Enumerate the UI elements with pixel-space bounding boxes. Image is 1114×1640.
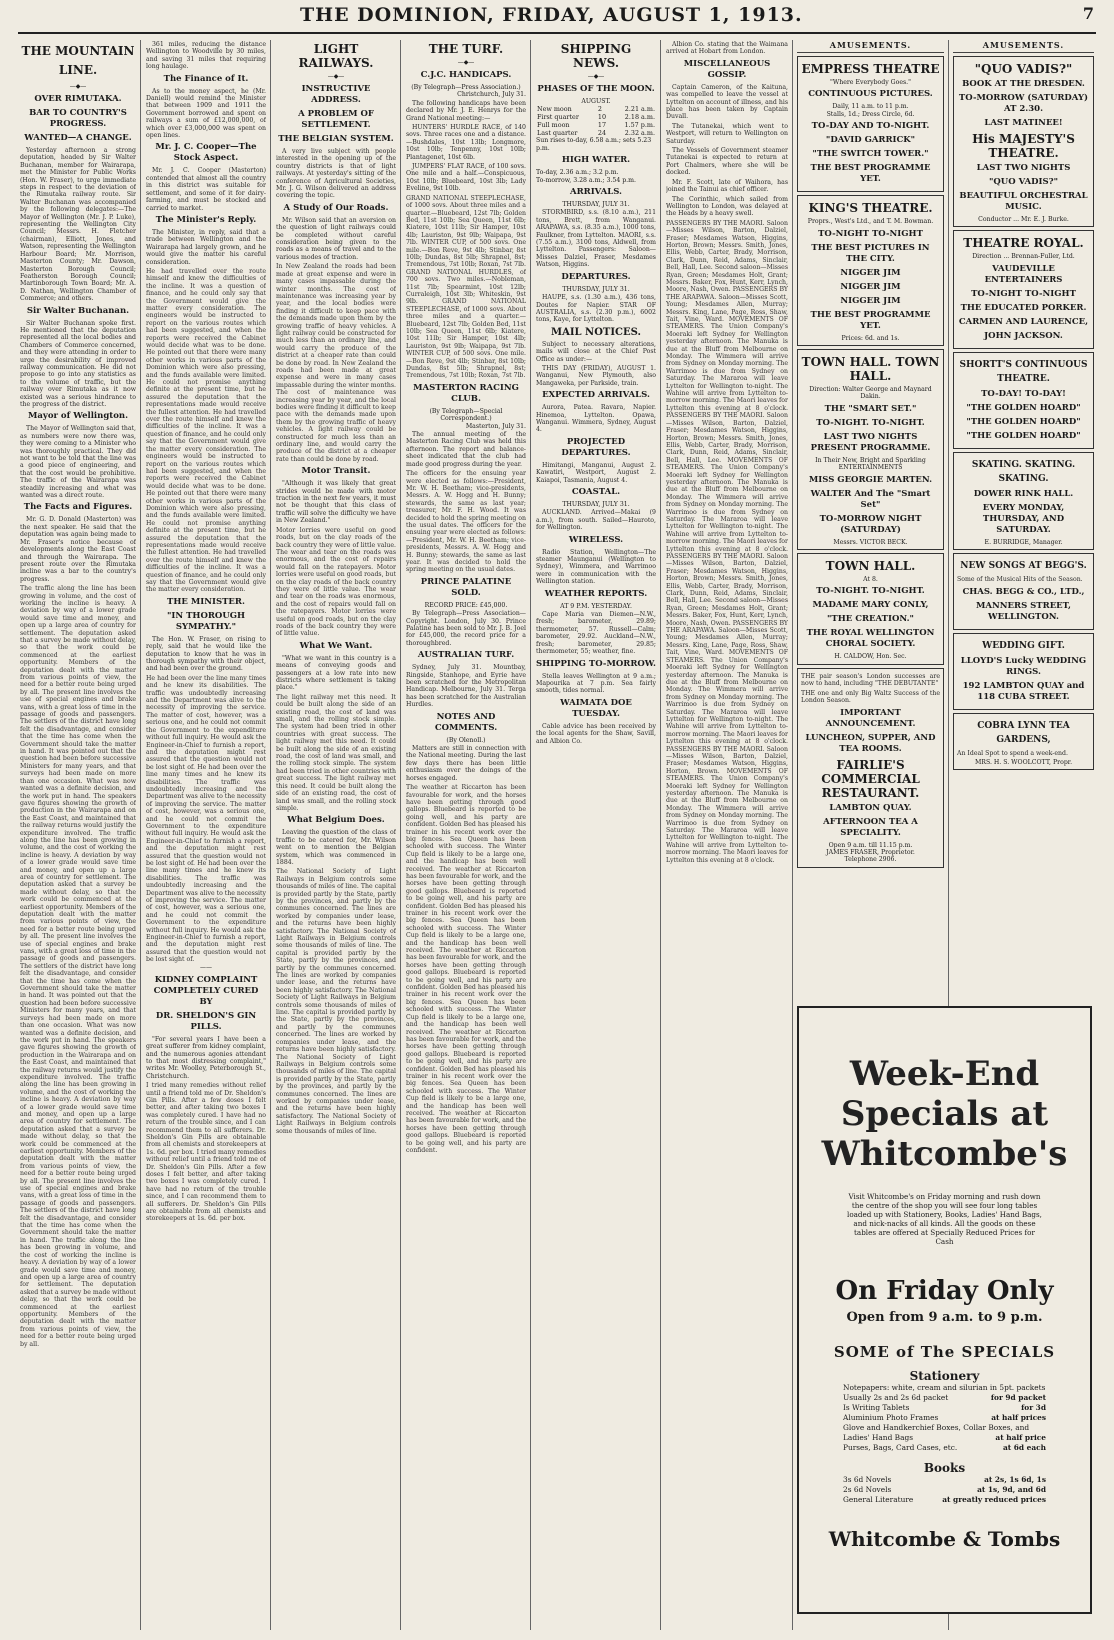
cell: New moon <box>537 105 572 114</box>
ad-line: An Ideal Spot to spend a week-end. <box>957 749 1068 757</box>
list-item <box>843 1433 1046 1443</box>
paragraph: Captain Cameron, of the Kaituna, was compelled to leave the vessel at Lyttelton on account of illness, and his place has been taken by Captain Duvall. <box>666 83 788 121</box>
ad-line: Stalls, 1d.; Dress Circle, 6d. <box>826 110 915 118</box>
ad-line: JOHN JACKSON. <box>984 330 1063 341</box>
paragraph: Sydney, July 31. Mountbay, Ringside, Stanhope, and Eyrie have been scratched for the Metropolitan Handicap. Melbourne, July 31. Terga has been scratched for the Australian Hurdles. <box>406 664 526 709</box>
ad-intro: Visit Whitcombe's on Friday morning and rush down the centre of the shop you will see four long tables loaded up with Stationery, Books, Ladies' Hand Bags, and nick-nacks of all kinds. All the goods on these tables are offered at Specially Reduced Prices for Cash <box>847 1192 1042 1246</box>
ad-line: TO-MORROW (SATURDAY) AT 2.30. <box>958 93 1089 114</box>
ad-line: LAST TWO NIGHTS <box>976 163 1071 173</box>
ad-line: Daily, 11 a.m. to 11 p.m. <box>832 103 909 111</box>
column-rule <box>270 40 271 1630</box>
ad-title: SKATING. SKATING. SKATING. <box>971 459 1076 484</box>
subheading: HIGH WATER. <box>561 155 631 166</box>
table-row <box>536 121 656 129</box>
subheading: SHIPPING TO-MORROW. <box>536 658 656 669</box>
subheading: C.J.C. HANDICAPS. <box>420 70 512 80</box>
ad-line: LAST MATINEE! <box>984 118 1063 128</box>
paragraph: Mr. G. D. Donald (Masterton) was the next speaker. He said that the deputation was again being made to Mr. Fraser's notice because of developments along the East Coast and through the Wairarapa. The present route over the Rimutaka incline was a bar to the country's progress. <box>20 516 136 583</box>
subheading: PHASES OF THE MOON. <box>537 84 655 94</box>
ad-line: THE pair season's London successes are now to hand, including "THE DEBUTANTE" <box>801 672 940 688</box>
byline: (By Olenoll.) <box>446 736 486 744</box>
paragraph: Subject to necessary alterations, mails will close at the Chief Post Office as under:— <box>536 340 656 363</box>
ad-line: "QUO VADIS?" <box>988 177 1059 187</box>
ad-line: BOOK AT THE DRESDEN. <box>962 79 1085 89</box>
body-text-filler: Motor lorries were useful on good roads, but on the clay roads of the back country they were of little value. The wear and tear on the roads was enormous, and the cost of repairs would fall on the ratepayers. Motor lorries were useful on good roads, but on the clay roads of the back country they were of little value. The wear and tear on the roads was enormous, and the cost of repairs would fall on the ratepayers. Motor lorries were useful on good roads, but on the clay roads of the back country they were of little value. <box>276 526 396 638</box>
paragraph: "For several years I have been a great sufferer from kidney complaint, and the numerous agonies attendant to that most distressing complaint," writes Mr. Woolley, Peterborough St., Christchurch. <box>146 1035 266 1080</box>
article-heading: LIGHT RAILWAYS. <box>298 42 374 70</box>
paragraph: 361 miles, reducing the distance Wellington to Woodville by 30 miles, and saving 31 miles that requiring long haulage. <box>146 41 266 71</box>
paragraph: Albion Co. stating that the Waimana arrived at Hobart from London. <box>666 41 788 56</box>
cell: 10 <box>597 113 607 122</box>
item-name: Ladies' Hand Bags <box>843 1433 914 1442</box>
ad-line: 192 LAMBTON QUAY and 118 CUBA STREET. <box>962 680 1085 702</box>
body-text-filler: He had been over the line many times and he knew its disabilities. The traffic was undoubtedly increasing and the Department was alive to the necessity of improving the service. The matter of cost, however, was a serious one, and he could not commit the Government to the expenditure without full inquiry. He would ask the Engineer-in-Chief to furnish a report, and the deputation might rest assured that the question would not be lost sight of. He had been over the line many times and he knew its disabilities. The traffic was undoubtedly increasing and the Department was alive to the necessity of improving the service. The matter of cost, however, was a serious one, and he could not commit the Government to the expenditure without full inquiry. He would ask the Engineer-in-Chief to furnish a report, and the deputation might rest assured that the question would not be lost sight of. He had been over the line many times and he knew its disabilities. The traffic was undoubtedly increasing and the Department was alive to the necessity of improving the service. The matter of cost, however, was a serious one, and he could not commit the Government to the expenditure without full inquiry. He would ask the Engineer-in-Chief to furnish a report, and the deputation might rest assured that the question would not be lost sight of. <box>146 674 266 964</box>
ad-line: "THE GOLDEN HOARD" <box>966 430 1081 441</box>
paragraph: Mr. Wilson said that an aversion on the question of light railways could be completed without careful consideration being given to the roads as a means of travel and to the various modes of traction. <box>276 216 396 261</box>
section-heading: AMUSEMENTS. <box>797 40 944 53</box>
column-turf <box>406 40 526 1628</box>
byline: (By Telegraph—Special Correspondent.) <box>429 407 503 423</box>
article-heading: THE TURF. <box>428 42 504 56</box>
paragraph: The following handicaps have been declared by Mr. J. E. Henrys for the Grand National meeting:— <box>406 99 526 122</box>
paragraph: Cable advice has been received by the local agents for the Shaw, Savill, and Albion Co. <box>536 722 656 745</box>
column-amusements-1 <box>797 40 944 1000</box>
table-row <box>536 113 656 121</box>
ad-category: Stationery <box>909 1369 980 1383</box>
subheading: AUSTRALIAN TURF. <box>417 650 515 661</box>
item-name: Is Writing Tablets <box>843 1403 910 1412</box>
dateline: Christchurch, July 31. <box>457 91 526 99</box>
subheading: WEATHER REPORTS. <box>544 588 648 599</box>
advert-new-songs <box>953 553 1094 629</box>
body-text-filler: He had travelled over the route himself and knew the difficulties of the incline. It was a question of finance, and he could only say that the Government would give the matter every consideration. The engineers would be instructed to report on the various routes which had been suggested, and when the reports were received the Cabinet would decide what was to be done. He pointed out that there were many other works in various parts of the Dominion which were also pressing, and the funds available were limited. He could not promise anything definite at the present time, but he assured the deputation that the representations made would receive the fullest attention. He had travelled over the route himself and knew the difficulties of the incline. It was a question of finance, and he could only say that the Government would give the matter every consideration. The engineers would be instructed to report on the various routes which had been suggested, and when the reports were received the Cabinet would decide what was to be done. He pointed out that there were many other works in various parts of the Dominion which were also pressing, and the funds available were limited. He could not promise anything definite at the present time, but he assured the deputation that the representations made would receive the fullest attention. He had travelled over the route himself and knew the difficulties of the incline. It was a question of finance, and he could only say that the Government would give the matter every consideration. <box>146 267 266 594</box>
article-heading: SHIPPING NEWS. <box>560 42 632 70</box>
ad-title: "QUO VADIS?" <box>974 62 1073 76</box>
ad-line: LAMBTON QUAY. <box>829 802 912 813</box>
ad-line: CARMEN AND LAURENCE, <box>958 316 1089 327</box>
ad-line: CHAS. BEGG & CO., LTD., <box>962 586 1085 597</box>
ad-line: AFTERNOON TEA A SPECIALITY. <box>823 816 918 838</box>
paragraph: AUCKLAND. Arrived—Makai (9 a.m.), from south. Sailed—Hauroto, for Wellington. <box>536 509 656 532</box>
column-rule <box>140 40 141 1630</box>
ad-title: THEATRE ROYAL. <box>963 236 1084 251</box>
subheading: The Minister's Reply. <box>155 214 257 225</box>
advert-empress <box>797 56 944 192</box>
page-number: 7 <box>1082 4 1094 23</box>
item-price: at half price <box>995 1433 1046 1442</box>
item-price: at 6d each <box>1002 1443 1046 1452</box>
item-name: 3s 6d Novels <box>843 1475 892 1484</box>
date-label: THURSDAY, JULY 31. <box>562 501 630 508</box>
ad-line: IMPORTANT ANNOUNCEMENT. <box>825 707 916 729</box>
subheading: MAIL NOTICES. <box>551 326 641 338</box>
ad-title: TOWN HALL. <box>825 559 916 574</box>
paragraph: The annual meeting of the Masterton Racing Club was held this afternoon. The report and balance-sheet indicated that the club had made good progress during the year. <box>406 431 526 468</box>
ad-line: "THE SWITCH TOWER." <box>812 149 929 160</box>
subheading: INSTRUCTIVE ADDRESS. <box>301 84 371 105</box>
body-text-filler: The light railway met this need. It could be built along the side of an existing road, the cost of land was small, and the rolling stock simple. The system had been tried in other countries with great success. The light railway met this need. It could be built along the side of an existing road, the cost of land was small, and the rolling stock simple. The system had been tried in other countries with great success. The light railway met this need. It could be built along the side of an existing road, the cost of land was small, and the rolling stock simple. <box>276 693 396 812</box>
ad-line: TO-NIGHT TO-NIGHT <box>818 228 923 239</box>
list-item <box>843 1423 1046 1433</box>
books-list <box>799 1475 1090 1505</box>
stationery-list <box>799 1383 1090 1453</box>
list-item <box>843 1443 1046 1453</box>
list-item <box>843 1393 1046 1403</box>
divider: —◆— <box>69 83 87 90</box>
cell: 2.18 a.m. <box>624 113 655 122</box>
ad-title: His MAJESTY'S THEATRE. <box>972 132 1075 160</box>
ad-line: TO-MORROW NIGHT (SATURDAY) <box>819 513 922 535</box>
subheading: Mr. J. C. Cooper—The Stock Aspect. <box>155 142 257 164</box>
ad-line: TO-NIGHT TO-NIGHT <box>971 288 1076 299</box>
ad-line: THE one and only Big Waltz Success of the London Season. <box>801 689 940 705</box>
cell: 17 <box>597 121 607 130</box>
list-item <box>843 1475 1046 1485</box>
subheading: WIRELESS. <box>568 534 624 545</box>
column-rule <box>792 40 793 1630</box>
column-rule <box>530 40 531 1630</box>
ad-line: LAST TWO NIGHTS PRESENT PROGRAMME. <box>810 431 931 453</box>
paragraph: Matters are still in connection with the National meeting. During the last few days there has been little enthusiasm over the doings of the horses engaged. <box>406 745 526 782</box>
ad-line: MADAME MARY CONLY, <box>812 600 929 611</box>
column-mountain-line-cont <box>146 40 266 1628</box>
ad-line: THE BEST PROGRAMME YET. <box>810 163 931 185</box>
item-price: at greatly reduced prices <box>942 1495 1046 1504</box>
ad-line: JAMES FRASER, Proprietor. <box>826 848 915 856</box>
subheading: "IN THOROUGH SYMPATHY." <box>166 610 246 632</box>
advert-town-hall <box>797 349 944 550</box>
ad-line: E. BURRIDGE, Manager. <box>984 538 1063 546</box>
body-text-filler: GRAND NATIONAL STEEPLECHASE, of 1000 sovs. About three miles and a quarter.—Bluebeard, 12st 7lb; Golden Bed, 11st 10lb; Sea Queen, 11st 6lb; Kiatere, 10st 11lb; Sir Hamper, 10st 4lb; Lauriston, 9st 9lb; Waipapa, 9st 7lb. WINTER CUP, of 500 sovs. One mile.—Bon Reve, 9st 4lb; Stinbar, 8st 10lb; Dundas, 8st 5lb; Shrapnel, 8st; Tremendous, 7st 10lb; Roxan, 7st 7lb. GRAND NATIONAL HURDLES, of 700 sovs. Two miles.—Nobleman, 11st 7lb; Spearmint, 10st 12lb; Curraleigh, 10st 3lb; Whiteskin, 9st 9lb. GRAND NATIONAL STEEPLECHASE, of 1000 sovs. About three miles and a quarter.—Bluebeard, 12st 7lb; Golden Bed, 11st 10lb; Sea Queen, 11st 6lb; Kiatere, 10st 11lb; Sir Hamper, 10st 4lb; Lauriston, 9st 9lb; Waipapa, 9st 7lb. WINTER CUP, of 500 sovs. One mile.—Bon Reve, 9st 4lb; Stinbar, 8st 10lb; Dundas, 8st 5lb; Shrapnel, 8st; Tremendous, 7st 10lb; Roxan, 7st 7lb. <box>406 194 526 380</box>
ad-headline: Week-End <box>849 1054 1040 1094</box>
moon-phases-table <box>536 105 656 137</box>
subheading: Sir Walter Buchanan. <box>26 305 130 316</box>
paragraph: The Vessels of Government steamer Tutanekai is expected to return at Port Chalmers, where she will be docked. <box>666 147 788 177</box>
ad-line: TO-DAY! TO-DAY! <box>981 388 1066 399</box>
ad-line: MISS GEORGIE MARTEN. <box>808 474 933 485</box>
ad-line: Telephone 2906. <box>844 856 897 864</box>
body-text-filler: The weather at Riccarton has been favourable for work, and the horses have been getting through good gallops. Bluebeard is reported to be going well, and his party are confident. Golden Bed has pleased his trainer in his recent work over the big fences. Sea Queen has been schooled with success. The Winter Cup field is likely to be a large one, and the handicap has been well received. The weather at Riccarton has been favourable for work, and the horses have been getting through good gallops. Bluebeard is reported to be going well, and his party are confident. Golden Bed has pleased his trainer in his recent work over the big fences. Sea Queen has been schooled with success. The Winter Cup field is likely to be a large one, and the handicap has been well received. The weather at Riccarton has been favourable for work, and the horses have been getting through good gallops. Bluebeard is reported to be going well, and his party are confident. Golden Bed has pleased his trainer in his recent work over the big fences. Sea Queen has been schooled with success. The Winter Cup field is likely to be a large one, and the handicap has been well received. The weather at Riccarton has been favourable for work, and the horses have been getting through good gallops. Bluebeard is reported to be going well, and his party are confident. Golden Bed has pleased his trainer in his recent work over the big fences. Sea Queen has been schooled with success. The Winter Cup field is likely to be a large one, and the handicap has been well received. The weather at Riccarton has been favourable for work, and the horses have been getting through good gallops. Bluebeard is reported to be going well, and his party are confident. <box>406 784 526 1154</box>
ad-line: NIGGER JIM <box>840 295 901 306</box>
subheading: DEPARTURES. <box>561 271 631 282</box>
subheading: MASTERTON RACING CLUB. <box>413 382 519 404</box>
sun-times: Sun rises to-day, 6.58 a.m.; sets 5.23 p.m. <box>536 137 652 152</box>
subheading: WAIMATA DOE TUESDAY. <box>560 697 632 719</box>
advert-skating <box>953 452 1094 550</box>
high-water-tomorrow: To-morrow, 3.28 a.m.; 3.54 p.m. <box>536 176 636 184</box>
ad-line: BEAUTIFUL ORCHESTRAL MUSIC. <box>959 191 1088 212</box>
ad-title: COBRA LYNN TEA GARDENS, <box>977 720 1070 745</box>
subheading: A Study of Our Roads. <box>283 202 389 213</box>
divider: —◆— <box>587 73 605 80</box>
subheading: COASTAL. <box>571 487 621 497</box>
ad-line: Direction ... Brennan-Fuller, Ltd. <box>972 253 1075 261</box>
ad-line: CONTINUOUS PICTURES. <box>808 89 933 100</box>
ad-signature: Whitcombe & Tombs <box>828 1527 1061 1551</box>
ad-line: Conductor ... Mr. E. J. Burke. <box>978 216 1069 223</box>
ad-line: MRS. H. S. WOOLCOTT, Propr. <box>974 759 1073 767</box>
divider: —— <box>200 963 212 971</box>
ad-line: TO-DAY AND TO-NIGHT. <box>811 121 930 132</box>
paragraph: Himitangi, Manganui, August 2. Kawatiri, Westport, August 2. Kaiapoi, Tasmania, August 4. <box>536 461 656 484</box>
ad-title: WEDDING GIFT. <box>982 640 1065 651</box>
divider: —◆— <box>457 59 475 66</box>
ad-line: THE BEST PICTURES IN THE CITY. <box>811 242 930 264</box>
paragraph: Sir Walter Buchanan spoke first. He mentioned that the deputation represented all the local bodies and Chambers of Commerce concerned, and they were attending in order to urge the desirability of improved railway communication. He did not propose to go into any statistics as to the volume of traffic, but the railway over Rimutaka as it now existed was a serious hindrance to the progress of the district. <box>20 319 136 408</box>
item-name: Purses, Bags, Card Cases, etc. <box>843 1443 958 1452</box>
paragraph: STORMBIRD, s.s. (8.10 a.m.), 211 tons, Brett, from Wanganui. ARAPAWA, s.s. (8.35 a.m.), 1000 tons, Faulkner, from Lyttelton. MAORI, s.s. (7.55 a.m.), 3100 tons, Aldwell, from Lyttelton. Passengers: Saloon—Misses Dalziel, Fraser, Mesdames Watson, Higgins. <box>536 209 656 269</box>
ad-line: "THE GOLDEN HOARD" <box>966 402 1081 413</box>
advert-misc <box>797 668 944 868</box>
advert-town-hall-2 <box>797 553 944 665</box>
byline: (By Telegraph—Press Association.) <box>411 84 521 91</box>
ad-line: EVERY MONDAY, THURSDAY, AND SATURDAY. <box>982 502 1065 535</box>
date-label: THURSDAY, JULY 31. <box>562 285 630 293</box>
ad-subheading: DR. SHELDON'S GIN PILLS. <box>155 1010 257 1032</box>
date-label: THURSDAY, JULY 31. <box>562 201 630 209</box>
ad-line: "Where Everybody Goes." <box>830 79 911 86</box>
advert-kings <box>797 195 944 346</box>
paragraph: The Mayor of Wellington said that, as numbers were now there was, they were coming to a Minister who was thoroughly practical. They did not want to be told that the line was a good piece of engineering, and that the cost would be prohibitive. The traffic of the Wairarapa was steadily increasing and what was wanted was a direct route. <box>20 425 136 500</box>
subheading: PRINCE PALATINE SOLD. <box>420 576 512 598</box>
cell: 2 <box>597 105 602 114</box>
ad-title: SHORTT'S CONTINUOUS THEATRE. <box>959 359 1088 384</box>
paragraph: Yesterday afternoon a strong deputation, headed by Sir Walter Buchanan, member for Wairarapa, met the Minister for Public Works (Hon. W. Fraser), to urge immediate steps in respect to the deviation of the Rimutaka railway route. Sir Walter Buchanan was accompanied by the following delegates:—The Mayor of Wellington (Mr. J. P. Luke), representing the Wellington City Council; Messrs. H. Fletcher (chairman), Elliott, Jones, and Watson, representing the Wellington Harbour Board; Mr. Morrison, Masterton County; Mr. Dawson, Masterton Borough Council; Featherston Borough Council; Martinborough Town Board; Mr. A. D. Nathan, Wellington Chamber of Commerce; and others. <box>20 147 136 303</box>
column-mountain-line <box>20 40 136 1628</box>
ad-title: TOWN HALL. TOWN HALL. <box>801 355 940 384</box>
item-price: at 2s, 1s 6d, 1s <box>984 1475 1046 1484</box>
item-name: General Literature <box>843 1495 914 1504</box>
paragraph: JUMPERS' FLAT RACE, of 100 sovs. One mile and a half.—Conspicuous, 10st 10lb; Bluebeard, 10st 3lb; Lady Eveline, 9st 10lb. <box>406 163 526 193</box>
subheading: PROJECTED DEPARTURES. <box>561 436 631 458</box>
ad-line: H. CALDOW, Hon. Sec. <box>834 653 907 661</box>
ad-line: Messrs. VICTOR BECK. <box>833 538 908 546</box>
body-text-filler: PASSENGERS BY THE MAORI. Saloon—Misses Wilson, Barton, Dalziel, Fraser; Mesdames Watson, Higgins, Horton, Brown; Messrs. Smith, Jones, Ellis, Webb, Carter, Brady, Morrison, Clark, Dunn, Reid, Adams, Sinclair, Bell, Hall, Lee. Second saloon—Misses Ryan, Green; Mesdames Holt, Grant; Messrs. Baker, Fox, Hunt, Kerr, Lynch, Moore, Nash, Owen. PASSENGERS BY THE ARAPAWA. Saloon—Misses Scott, Young; Mesdames Allen, Murray; Messrs. King, Lane, Page, Ross, Shaw, Tait, Vine, Ward. MOVEMENTS OF STEAMERS. The Union Company's Moeraki left Sydney for Wellington yesterday afternoon. The Manuka is due at the Bluff from Melbourne on Monday. The Wimmera will arrive from Sydney on Monday morning. The Warrimoo is due from Sydney on Saturday. The Mararoa will leave Lyttelton for Wellington to-night. The Wahine will arrive from Lyttelton to-morrow morning. The Maori leaves for Lyttelton this evening at 8 o'clock. PASSENGERS BY THE MAORI. Saloon—Misses Wilson, Barton, Dalziel, Fraser; Mesdames Watson, Higgins, Horton, Brown; Messrs. Smith, Jones, Ellis, Webb, Carter, Brady, Morrison, Clark, Dunn, Reid, Adams, Sinclair, Bell, Hall, Lee. MOVEMENTS OF STEAMERS. The Union Company's Moeraki left Sydney for Wellington yesterday afternoon. The Manuka is due at the Bluff from Melbourne on Monday. The Wimmera will arrive from Sydney on Monday morning. The Warrimoo is due from Sydney on Saturday. The Mararoa will leave Lyttelton for Wellington to-night. The Wahine will arrive from Lyttelton to-morrow morning. The Maori leaves for Lyttelton this evening at 8 o'clock. PASSENGERS BY THE MAORI. Saloon—Misses Wilson, Barton, Dalziel, Fraser; Mesdames Watson, Higgins, Horton, Brown; Messrs. Smith, Jones, Ellis, Webb, Carter, Brady, Morrison, Clark, Dunn, Reid, Adams, Sinclair, Bell, Hall, Lee. Second saloon—Misses Ryan, Green; Mesdames Holt, Grant; Messrs. Baker, Fox, Hunt, Kerr, Lynch, Moore, Nash, Owen. PASSENGERS BY THE ARAPAWA. Saloon—Misses Scott, Young; Mesdames Allen, Murray; Messrs. King, Lane, Page, Ross, Shaw, Tait, Vine, Ward. MOVEMENTS OF STEAMERS. The Union Company's Moeraki left Sydney for Wellington yesterday afternoon. The Manuka is due at the Bluff from Melbourne on Monday. The Wimmera will arrive from Sydney on Monday morning. The Warrimoo is due from Sydney on Saturday. The Mararoa will leave Lyttelton for Wellington to-night. The Wahine will arrive from Lyttelton to-morrow morning. The Maori leaves for Lyttelton this evening at 8 o'clock. PASSENGERS BY THE MAORI. Saloon—Misses Wilson, Barton, Dalziel, Fraser; Mesdames Watson, Higgins, Horton, Brown. MOVEMENTS OF STEAMERS. The Union Company's Moeraki left Sydney for Wellington yesterday afternoon. The Manuka is due at the Bluff from Melbourne on Monday. The Wimmera will arrive from Sydney on Monday morning. The Warrimoo is due from Sydney on Saturday. The Mararoa will leave Lyttelton for Wellington to-night. The Wahine will arrive from Lyttelton to-morrow morning. The Maori leaves for Lyttelton this evening at 8 o'clock. <box>666 219 788 864</box>
cell: 2.32 a.m. <box>624 129 655 138</box>
advert-wedding <box>953 633 1094 710</box>
masthead <box>0 0 1114 30</box>
section-heading: AMUSEMENTS. <box>953 40 1094 53</box>
paragraph: As to the money aspect, he (Mr. Daniell) would remind the Minister that between 1909 and 1911 the Government borrowed and spent on railways a sum of £12,000,000, of which over £3,000,000 was spent on open lines. <box>146 87 266 140</box>
ad-line: THE BEST PROGRAMME YET. <box>810 309 931 331</box>
body-text-filler: The traffic along the line has been growing in volume, and the cost of working the incline is heavy. A deviation by way of a lower grade would save time and money, and open up a large area of country for settlement. The deputation asked that a survey be made without delay, so that the work could be commenced at the earliest opportunity. Members of the deputation dealt with the matter from various points of view, the need for a better route being urged by all. The present line involves the use of special engines and brake vans, with a great loss of time in the passage of goods and passengers. The settlers of the district have long felt the disadvantage, and consider that the time has come when the Government should take the matter in hand. It was pointed out that the question had been before successive Ministers for many years, and that surveys had been made on more than one occasion. What was now wanted was a definite decision, and the work put in hand. The speakers gave figures showing the growth of production in the Wairarapa and on the East Coast, and maintained that the railway returns would justify the expenditure involved. The traffic along the line has been growing in volume, and the cost of working the incline is heavy. A deviation by way of a lower grade would save time and money, and open up a large area of country for settlement. The deputation asked that a survey be made without delay, so that the work could be commenced at the earliest opportunity. Members of the deputation dealt with the matter from various points of view, the need for a better route being urged by all. The present line involves the use of special engines and brake vans, with a great loss of time in the passage of goods and passengers. The settlers of the district have long felt the disadvantage, and consider that the time has come when the Government should take the matter in hand. It was pointed out that the question had been before successive Ministers for many years, and that surveys had been made on more than one occasion. What was now wanted was a definite decision, and the work put in hand. The speakers gave figures showing the growth of production in the Wairarapa and on the East Coast, and maintained that the railway returns would justify the expenditure involved. The traffic along the line has been growing in volume, and the cost of working the incline is heavy. A deviation by way of a lower grade would save time and money, and open up a large area of country for settlement. The deputation asked that a survey be made without delay, so that the work could be commenced at the earliest opportunity. Members of the deputation dealt with the matter from various points of view, the need for a better route being urged by all. The present line involves the use of special engines and brake vans, with a great loss of time in the passage of goods and passengers. The settlers of the district have long felt the disadvantage, and consider that the time has come when the Government should take the matter in hand. The traffic along the line has been growing in volume, and the cost of working the incline is heavy. A deviation by way of a lower grade would save time and money, and open up a large area of country for settlement. The deputation asked that a survey be made without delay, so that the work could be commenced at the earliest opportunity. Members of the deputation dealt with the matter from various points of view, the need for a better route being urged by all. <box>20 585 136 1348</box>
ad-headline: Whitcombe's <box>821 1134 1068 1174</box>
item-price: for 9d packet <box>990 1393 1046 1402</box>
paragraph: The Minister, in reply, said that a trade between Wellington and the Wairarapa had largely grown, and he would give the matter his careful consideration. <box>146 228 266 266</box>
ad-line: At 8. <box>863 576 878 584</box>
paragraph: "What we want in this country is a means of conveying goods and passengers at a low rate into new districts where settlement is taking place." <box>276 654 396 692</box>
list-item <box>843 1495 1046 1505</box>
ad-title: NEW SONGS AT BEGG'S. <box>960 561 1087 572</box>
item-name: Glove and Handkerchief Boxes, Collar Boxes, and <box>843 1423 1030 1432</box>
ad-line: In Their New, Bright and Sparkling ENTERTAINMENTS <box>815 456 926 472</box>
ad-category: Books <box>923 1461 966 1475</box>
subheading: What We Want. <box>299 640 373 651</box>
paragraph: Leaving the question of the class of traffic to be catered for, Mr. Wilson went on to mention the Belgian system, which was commenced in 1884. <box>276 829 396 866</box>
ad-line: NIGGER JIM <box>840 281 901 292</box>
paragraph: Mr. J. C. Cooper (Masterton) contended that almost all the country in this district was suitable for settlement, and some of it for dairy-farming, and must be stocked and carried to market. <box>146 167 266 212</box>
high-water-today: To-day, 2.36 a.m.; 3.2 p.m. <box>536 169 619 177</box>
subheading: NOTES AND COMMENTS. <box>434 711 498 733</box>
ad-line: MANNERS STREET, WELLINGTON. <box>975 600 1072 622</box>
ad-line: DOWER RINK HALL. <box>973 488 1074 499</box>
subheading: WANTED—A CHANGE. <box>24 133 132 143</box>
body-text-filler: The officers for the ensuing year were elected as follows:—President, Mr. W. H. Beetham; vice-presidents, Messrs. A. W. Hogg and H. Bunny; stewards, the same as last year; treasurer, Mr. F. H. Wood. It was decided to hold the spring meeting on the usual dates. The officers for the ensuing year were elected as follows:—President, Mr. W. H. Beetham; vice-presidents, Messrs. A. W. Hogg and H. Bunny; stewards, the same as last year. It was decided to hold the spring meeting on the usual dates. <box>406 470 526 574</box>
item-name: Notepapers: white, cream and silurian in 5pt. packets <box>843 1383 1046 1392</box>
cell: 2.21 a.m. <box>624 105 655 114</box>
list-item <box>843 1413 1046 1423</box>
paragraph: "Although it was likely that great strides would be made with motor traction in the next few years, it must not be thought that this class of traffic will solve the difficulty we have in New Zealand." <box>276 480 396 525</box>
column-rule <box>400 40 401 1630</box>
paragraph: Radio Station, Wellington—The steamer Maunganui (Wellington to Sydney), Wimmera, and Warrimoo were in communication with the Wellington station. <box>536 548 656 586</box>
list-item <box>843 1383 1046 1393</box>
ad-line: Proprs., West's Ltd., and T. M. Bowman. <box>807 218 934 226</box>
dateline: Masterton, July 31. <box>465 422 526 430</box>
ad-section: SOME of The SPECIALS <box>833 1343 1056 1361</box>
whitcombe-advert <box>797 1006 1092 1614</box>
item-price: at 1s, 9d, and 6d <box>977 1485 1046 1494</box>
ad-line: WALTER And The "Smart Set" <box>810 488 931 510</box>
column-shipping-cont <box>666 40 788 1628</box>
date-label: AT 9 P.M. YESTERDAY. <box>560 602 632 610</box>
ad-line: LUNCHEON, SUPPER, AND TEA ROOMS. <box>805 732 936 754</box>
advert-theatre-royal <box>953 230 1094 348</box>
cell: Last quarter <box>537 129 578 138</box>
subheading: THE BELGIAN SYSTEM. <box>278 134 394 144</box>
ad-line: THE ROYAL WELLINGTON CHORAL SOCIETY. <box>806 628 935 650</box>
ad-hours: Open from 9 a.m. to 9 p.m. <box>846 1310 1043 1325</box>
cell: 24 <box>597 129 607 138</box>
ad-title: EMPRESS THEATRE <box>801 62 940 76</box>
subheading: The Facts and Figures. <box>23 502 133 513</box>
advert-tea-gardens <box>953 713 1094 771</box>
subheading: RECORD PRICE: £45,000. <box>424 601 508 609</box>
column-shipping <box>536 40 656 1628</box>
masthead-rule <box>18 32 1096 34</box>
ad-line: Some of the Musical Hits of the Season. <box>957 576 1083 584</box>
column-amusements-2 <box>953 40 1094 1000</box>
subheading: ARRIVALS. <box>569 187 622 198</box>
list-item <box>843 1485 1046 1495</box>
list-item <box>843 1403 1046 1413</box>
paragraph: Cape Maria van Diemen—N.W., fresh; barometer, 29.89; thermometer, 57. Russell—Calm; barometer, 29.92. Auckland—N.W., fresh; barometer, 29.85; thermometer, 55; weather, fine. <box>536 611 656 656</box>
item-name: 2s 6d Novels <box>843 1485 892 1494</box>
subheading: A PROBLEM OF SETTLEMENT. <box>298 109 374 130</box>
ad-line: THE EDUCATED PORKER. <box>960 302 1087 313</box>
body-text-filler: The National Society of Light Railways in Belgium controls some thousands of miles of line. The capital is provided partly by the State, partly by the provinces, and partly by the communes concerned. The lines are worked by companies under lease, and the returns have been highly satisfactory. The National Society of Light Railways in Belgium controls some thousands of miles of line. The capital is provided partly by the State, partly by the provinces, and partly by the communes concerned. The lines are worked by companies under lease, and the returns have been highly satisfactory. The National Society of Light Railways in Belgium controls some thousands of miles of line. The capital is provided partly by the State, partly by the provinces, and partly by the communes concerned. The lines are worked by companies under lease, and the returns have been highly satisfactory. The National Society of Light Railways in Belgium controls some thousands of miles of line. The capital is provided partly by the State, partly by the provinces, and partly by the communes concerned. The lines are worked by companies under lease, and the returns have been highly satisfactory. The National Society of Light Railways in Belgium controls some thousands of miles of line. <box>276 868 396 1135</box>
cell: 1.57 p.m. <box>624 121 655 130</box>
paragraph: Mr. F. Scott, late of Waihora, has joined the Tainui as chief officer. <box>666 178 788 194</box>
table-row <box>536 105 656 113</box>
subheading: OVER RIMUTAKA. <box>34 94 122 104</box>
table-row <box>536 129 656 137</box>
item-price: at half prices <box>991 1413 1046 1422</box>
ad-line: "THE CREATION." <box>827 614 914 625</box>
subheading: The Finance of It. <box>163 73 249 84</box>
item-name: Aluminium Photo Frames <box>843 1413 939 1422</box>
subheading: EXPECTED ARRIVALS. <box>542 390 650 401</box>
item-name: Usually 2s and 2s 6d packet <box>843 1393 949 1402</box>
cell: First quarter <box>537 113 579 122</box>
column-light-railways <box>276 40 396 1628</box>
masthead-title: THE DOMINION, FRIDAY, AUGUST 1, 1913. <box>300 4 803 26</box>
month-label: AUGUST. <box>581 98 611 105</box>
paragraph: HUNTERS' HURDLE RACE, of 140 sovs. Three races one and a distance.—Bushdales, 10st 13lb; Longmore, 10st 10lb; Tenpenny, 10st 10lb; Plantagenet, 10st 6lb. <box>406 124 526 161</box>
item-price: for 3d <box>1021 1403 1046 1412</box>
paragraph: The Tutanekai, which went to Westport, will return to Wellington on Saturday. <box>666 122 788 145</box>
subheading: BAR TO COUNTRY'S PROGRESS. <box>29 108 127 129</box>
column-rule <box>660 40 661 1630</box>
ad-line: "DAVID GARRICK" <box>825 135 916 146</box>
paragraph: Aurora, Patea. Ravara, Napier. Hinemoa, Lyttelton. Opawa, Wanganui. Wimmera, Sydney, August 4. <box>536 404 656 434</box>
cell: Full moon <box>537 121 570 130</box>
ad-line: TO-NIGHT. TO-NIGHT. <box>816 586 925 597</box>
ad-line: Open 9 a.m. till 11.15 p.m. <box>828 841 913 849</box>
ad-line: LLOYD'S Lucky WEDDING RINGS. <box>960 655 1087 677</box>
ad-headline: Specials at <box>840 1094 1049 1134</box>
advert-shortts <box>953 352 1094 449</box>
subheading: THE MINISTER. <box>167 596 245 607</box>
advert-quo-vadis <box>953 56 1094 227</box>
paragraph: The Hon. W. Fraser, on rising to reply, said that he would like the deputation to know that he was in thorough sympathy with their object, and had been over the ground. <box>146 635 266 673</box>
body-text-filler: I tried many remedies without relief until a friend told me of Dr. Sheldon's Gin Pills. After a few doses I felt better, and after taking two boxes I was completely cured. I have had no return of the trouble since, and I can recommend them to all sufferers. Dr. Sheldon's Gin Pills are obtainable from all chemists and storekeepers at 1s. 6d. per box. I tried many remedies without relief until a friend told me of Dr. Sheldon's Gin Pills. After a few doses I felt better, and after taking two boxes I was completely cured. I have had no return of the trouble since, and I can recommend them to all sufferers. Dr. Sheldon's Gin Pills are obtainable from all chemists and storekeepers at 1s. 6d. per box. <box>146 1082 266 1223</box>
subheading: Mayor of Wellington. <box>27 411 129 422</box>
subheading: MISCELLANEOUS GOSSIP. <box>683 58 771 80</box>
body-text-filler: In New Zealand the roads had been made at great expense and were in many cases impassable during the winter months. The cost of maintenance was increasing year by year, and the local bodies were finding it difficult to keep pace with the demands made upon them by the growing traffic of heavy vehicles. A light railway could be constructed for much less than an ordinary line, and would carry the produce of the district at a cheaper rate than could be done by road. In New Zealand the roads had been made at great expense and were in many cases impassable during the winter months. The cost of maintenance was increasing year by year, and the local bodies were finding it difficult to keep pace with the demands made upon them by the growing traffic of heavy vehicles. A light railway could be constructed for much less than an ordinary line, and would carry the produce of the district at a cheaper rate than could be done by road. <box>276 263 396 463</box>
ad-line: TO-NIGHT. TO-NIGHT. <box>816 417 925 428</box>
ad-line: THE "SMART SET." <box>824 403 917 414</box>
ad-line: "THE GOLDEN HOARD" <box>966 416 1081 427</box>
subheading: Motor Transit. <box>301 466 371 477</box>
subheading: What Belgium Does. <box>287 815 385 826</box>
paragraph: By Telegraph—Press Association—Copyright. London, July 30. Prince Palatine has been sold to Mr. J. B. Joel for £45,000, the record price for a thoroughbred. <box>406 610 526 647</box>
article-heading: THE MOUNTAIN LINE. <box>21 44 135 77</box>
ad-line: NIGGER JIM <box>840 267 901 278</box>
ad-heading: KIDNEY COMPLAINT COMPLETELY CURED BY <box>153 974 259 1007</box>
paragraph: THIS DAY (FRIDAY), AUGUST 1. Wanganui, New Plymouth, also Mangaweka, per Parkside, train. <box>536 364 656 387</box>
paragraph: HAUPE, s.s. (1.30 a.m.), 436 tons, Doutes for Napier. STAR OF AUSTRALIA, s.s. (2.30 p.m.), 6002 tons, Kaye, for Lyttelton. <box>536 294 656 324</box>
ad-title: KING'S THEATRE. <box>808 201 933 216</box>
ad-line: VAUDEVILLE ENTERTAINERS <box>984 263 1063 285</box>
divider: —◆— <box>327 73 345 80</box>
ad-line: Direction: Walter George and Maynard Dakin. <box>809 386 932 401</box>
paragraph: Stella leaves Wellington at 9 a.m.; Mapourika at 7 p.m. Sea fairly smooth, tides normal. <box>536 672 656 695</box>
paragraph: The Corinthic, which sailed from Wellington to London, was delayed at the Heads by a heavy swell. <box>666 195 788 218</box>
paragraph: A very live subject with people interested in the opening up of the country districts is that of light railways. At yesterday's sitting of the conference of Agricultural Societies, Mr. J. G. Wilson delivered an address covering the topic. <box>276 148 396 200</box>
ad-line: Prices: 6d. and 1s. <box>841 334 900 342</box>
ad-day: On Friday Only <box>835 1276 1054 1306</box>
ad-title: FAIRLIE'S COMMERCIAL RESTAURANT. <box>821 757 920 800</box>
